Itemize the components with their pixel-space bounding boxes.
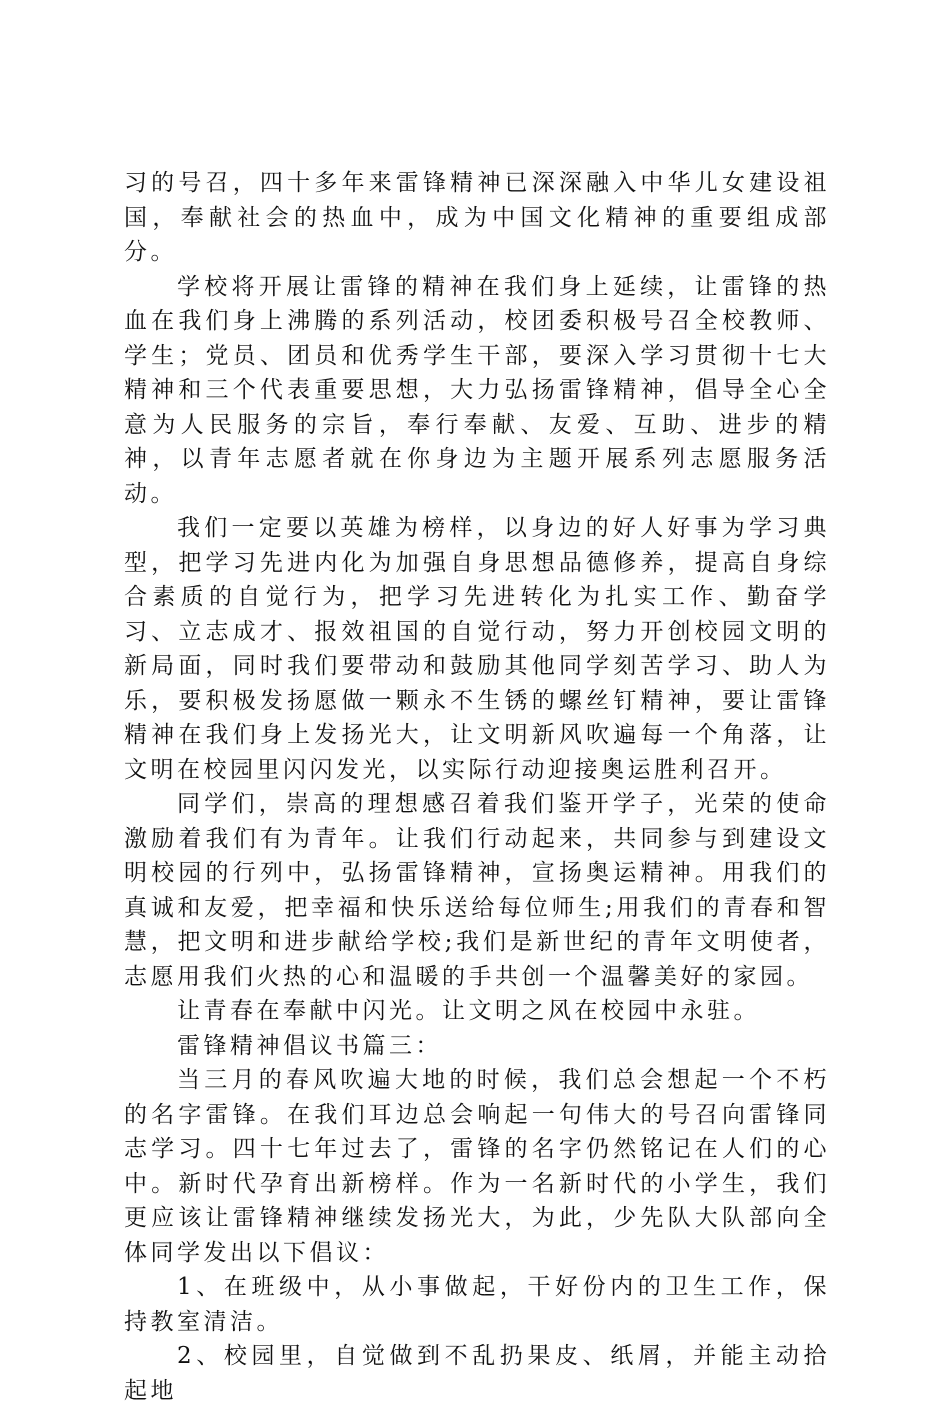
paragraph-3: 我们一定要以英雄为榜样，以身边的好人好事为学习典型，把学习先进内化为加强自身思想品德修养，提高自身综合素质的自觉行为，把学习先进转化为扎实工作、勤奋学习、立志成才、报效祖国的自觉行动，努力开创校园文明的新局面，同时我们要带动和鼓励其他同学刻苦学习、助人为乐，要积极发扬愿做一颗永不生锈的螺丝钉精神，要让雷锋精神在我们身上发扬光大，让文明新风吹遍每一个角落，让文明在校园里闪闪发光，以实际行动迎接奥运胜利召开。 [124,515,830,783]
paragraph-1: 习的号召，四十多年来雷锋精神已深深融入中华儿女建设祖国，奉献社会的热血中，成为中国文化精神的重要组成部分。 [124,170,830,265]
paragraph-2: 学校将开展让雷锋的精神在我们身上延续，让雷锋的热血在我们身上沸腾的系列活动，校团委积极号召全校教师、学生；党员、团员和优秀学生干部，要深入学习贯彻十七大精神和三个代表重要思想，大力弘扬雷锋精神，倡导全心全意为人民服务的宗旨，奉行奉献、友爱、互助、进步的精神，以青年志愿者就在你身边为主题开展系列志愿服务活动。 [124,273,830,507]
paragraph-7: 当三月的春风吹遍大地的时候，我们总会想起一个不朽的名字雷锋。在我们耳边总会响起一句伟大的号召向雷锋同志学习。四十七年过去了，雷锋的名字仍然铭记在人们的心中。新时代孕育出新榜样。作为一名新时代的小学生，我们更应该让雷锋精神继续发扬光大，为此，少先队大队部向全体同学发出以下倡议： [124,1067,830,1266]
section-heading: 雷锋精神倡议书篇三： [177,1032,442,1059]
list-item-1: 1、在班级中，从小事做起，干好份内的卫生工作，保持教室清洁。 [124,1274,830,1335]
paragraph-5: 让青春在奉献中闪光。让文明之风在校园中永驻。 [177,998,760,1024]
document-body [124,166,830,1408]
paragraph-4: 同学们，崇高的理想感召着我们鉴开学子，光荣的使命激励着我们有为青年。让我们行动起来，共同参与到建设文明校园的行列中，弘扬雷锋精神，宣扬奥运精神。用我们的真诚和友爱，把幸福和快乐送给每位师生;用我们的青春和智慧，把文明和进步献给学校;我们是新世纪的青年文明使者，志愿用我们火热的心和温暖的手共创一个温馨美好的家园。 [124,791,830,990]
list-item-2: 2、校园里，自觉做到不乱扔果皮、纸屑，并能主动拾起地 [124,1343,830,1404]
